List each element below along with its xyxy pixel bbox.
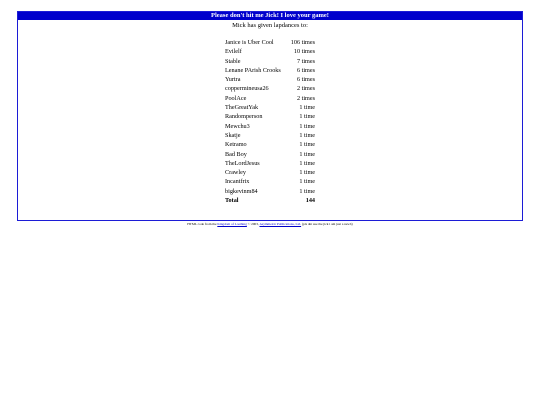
lapdance-count: 1 time bbox=[299, 104, 315, 112]
player-name: Bad Boy bbox=[225, 150, 247, 158]
lapdance-count: 1 time bbox=[299, 178, 315, 186]
footer bbox=[17, 222, 523, 226]
lapdance-count: 2 times bbox=[296, 94, 315, 102]
table-row bbox=[225, 159, 315, 168]
table-row bbox=[225, 103, 315, 112]
player-name: Incantfrix bbox=[225, 178, 250, 186]
lapdance-count: 106 times bbox=[290, 39, 315, 46]
lapdance-count: 10 times bbox=[293, 48, 315, 56]
player-name: Mewchu3 bbox=[225, 122, 250, 130]
total-value: 144 bbox=[305, 197, 315, 205]
lapdance-panel bbox=[17, 11, 523, 221]
total-row bbox=[225, 196, 315, 205]
lapdance-count: 1 time bbox=[299, 131, 315, 139]
lapdance-count: 6 times bbox=[296, 66, 315, 74]
table-row bbox=[225, 168, 315, 177]
lapdance-count: 1 time bbox=[299, 159, 315, 167]
player-name: Yurtra bbox=[225, 76, 241, 84]
table-row bbox=[225, 94, 315, 103]
lapdance-count: 1 time bbox=[299, 141, 315, 149]
lapdance-count: 1 time bbox=[299, 187, 315, 195]
asymmetric-link[interactable]: Asymmetric Publications, Ltd. bbox=[259, 222, 302, 226]
total-label: Total bbox=[225, 197, 239, 205]
footer-suffix: (pls dnt sue the jick i am just a newb) bbox=[301, 222, 353, 226]
table-row bbox=[225, 150, 315, 159]
lapdance-count: 1 time bbox=[299, 169, 315, 177]
table-row bbox=[225, 66, 315, 75]
table-row bbox=[225, 140, 315, 149]
player-name: coppermineusa26 bbox=[225, 85, 269, 93]
lapdance-count: 2 times bbox=[296, 85, 315, 93]
lapdance-count: 6 times bbox=[296, 76, 315, 84]
player-name: PoolAce bbox=[225, 94, 247, 102]
table-row bbox=[225, 84, 315, 93]
lapdance-count: 1 time bbox=[299, 113, 315, 121]
table-row bbox=[225, 122, 315, 131]
kol-link[interactable]: Kingdom of Loathing bbox=[217, 222, 247, 226]
player-name: TheGreatYak bbox=[225, 104, 259, 112]
table-row bbox=[225, 75, 315, 84]
player-name: Evilelf bbox=[225, 48, 242, 56]
panel-title: Please don't hit me Jick! I love your game! bbox=[18, 12, 522, 20]
player-name: Ketramo bbox=[225, 141, 247, 149]
player-name: Stable bbox=[225, 57, 241, 65]
lapdance-count: 1 time bbox=[299, 150, 315, 158]
table-row bbox=[225, 38, 315, 47]
player-name: Randomperson bbox=[225, 113, 263, 121]
footer-prefix: HTML code from the bbox=[187, 222, 218, 226]
table-row bbox=[225, 47, 315, 56]
player-name: Lenane PArish Crooks bbox=[225, 66, 281, 74]
player-name: Crawley bbox=[225, 169, 246, 177]
table-row bbox=[225, 131, 315, 140]
table-row bbox=[225, 112, 315, 121]
player-name: TheLordJesus bbox=[225, 159, 260, 167]
player-name: Skatje bbox=[225, 131, 241, 139]
table-row bbox=[225, 187, 315, 196]
lapdance-table bbox=[225, 38, 315, 205]
player-name: Janice is Uber Cool bbox=[225, 39, 274, 46]
lapdance-count: 1 time bbox=[299, 122, 315, 130]
table-row bbox=[225, 177, 315, 186]
footer-middle: © 2003, bbox=[246, 222, 260, 226]
player-name: bigkevinm84 bbox=[225, 187, 258, 195]
table-row bbox=[225, 57, 315, 66]
lapdance-count: 7 times bbox=[296, 57, 315, 65]
panel-subtitle: Mick has given lapdances to: bbox=[232, 22, 308, 29]
